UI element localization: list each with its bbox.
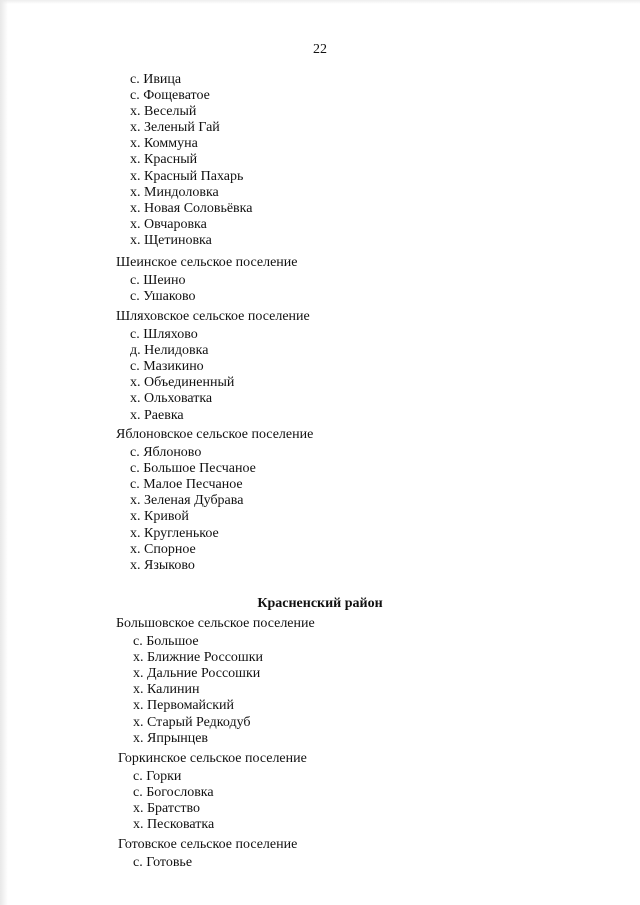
list-item: с. Шляхово [130,327,198,343]
list-item: х. Дальние Россошки [133,666,261,682]
scan-top-edge [0,0,640,4]
list-item: х. Зеленая Дубрава [130,493,244,509]
page-number: 22 [313,42,327,57]
list-item: д. Нелидовка [130,343,209,359]
settlement-group-gorkinskoe [0,751,640,833]
list-item: х. Новая Соловьёвка [130,200,253,216]
list-item: х. Раевка [130,407,184,423]
list-item: х. Кругленькое [130,525,219,541]
list-item: х. Красный Пахарь [130,168,244,184]
list-item: с. Мазикино [130,359,204,375]
district-title: Красненский район [257,596,383,611]
list-item: х. Овчаровка [130,216,207,232]
list-item: с. Яблоново [130,445,202,461]
continued-settlement-list [0,72,640,249]
list-item: х. Веселый [130,104,197,120]
list-item: с. Готовье [133,855,193,871]
list-item: с. Большое Песчаное [130,461,256,477]
settlement-heading: Шеинское сельское поселение [116,255,298,270]
list-item: х. Коммуна [130,136,198,152]
list-item: х. Щетиновка [130,232,212,248]
list-item: с. Горки [133,769,182,785]
settlement-heading: Готовское сельское поселение [118,837,298,852]
settlement-group-yablonovskoe [0,427,640,574]
list-item: х. Кривой [130,509,189,525]
settlement-heading: Яблоновское сельское поселение [116,427,314,442]
settlement-group-sheinskoe [0,255,640,305]
settlement-heading: Горкинское сельское поселение [118,751,307,766]
list-item: х. Ольховатка [130,391,213,407]
settlement-group-bolshovskoe [0,616,640,747]
settlement-group-shlyakhovskoe [0,309,640,424]
list-item: х. Объединенный [130,375,235,391]
list-item: х. Первомайский [133,698,235,714]
list-item: х. Языково [130,557,195,573]
list-item: с. Малое Песчаное [130,477,243,493]
settlement-heading: Большовское сельское поселение [116,616,315,631]
list-item: х. Красный [130,152,198,168]
list-item: х. Япрынцев [133,730,209,746]
list-item: х. Братство [133,801,201,817]
list-item: х. Спорное [130,541,196,557]
list-item: х. Зеленый Гай [130,120,220,136]
list-item: с. Большое [133,634,199,650]
list-item: с. Богословка [133,785,214,801]
list-item: х. Миндоловка [130,184,219,200]
list-item: с. Шеино [130,273,186,289]
list-item: с. Ушаково [130,289,196,305]
settlement-heading: Шляховское сельское поселение [116,309,310,324]
list-item: с. Фощеватое [130,88,210,104]
list-item: х. Песковатка [133,817,215,833]
list-item: х. Старый Редкодуб [133,714,251,730]
list-item: х. Калинин [133,682,200,698]
list-item: х. Ближние Россошки [133,650,263,666]
settlement-group-gotovskoe [0,837,640,871]
list-item: с. Ивица [130,72,182,87]
